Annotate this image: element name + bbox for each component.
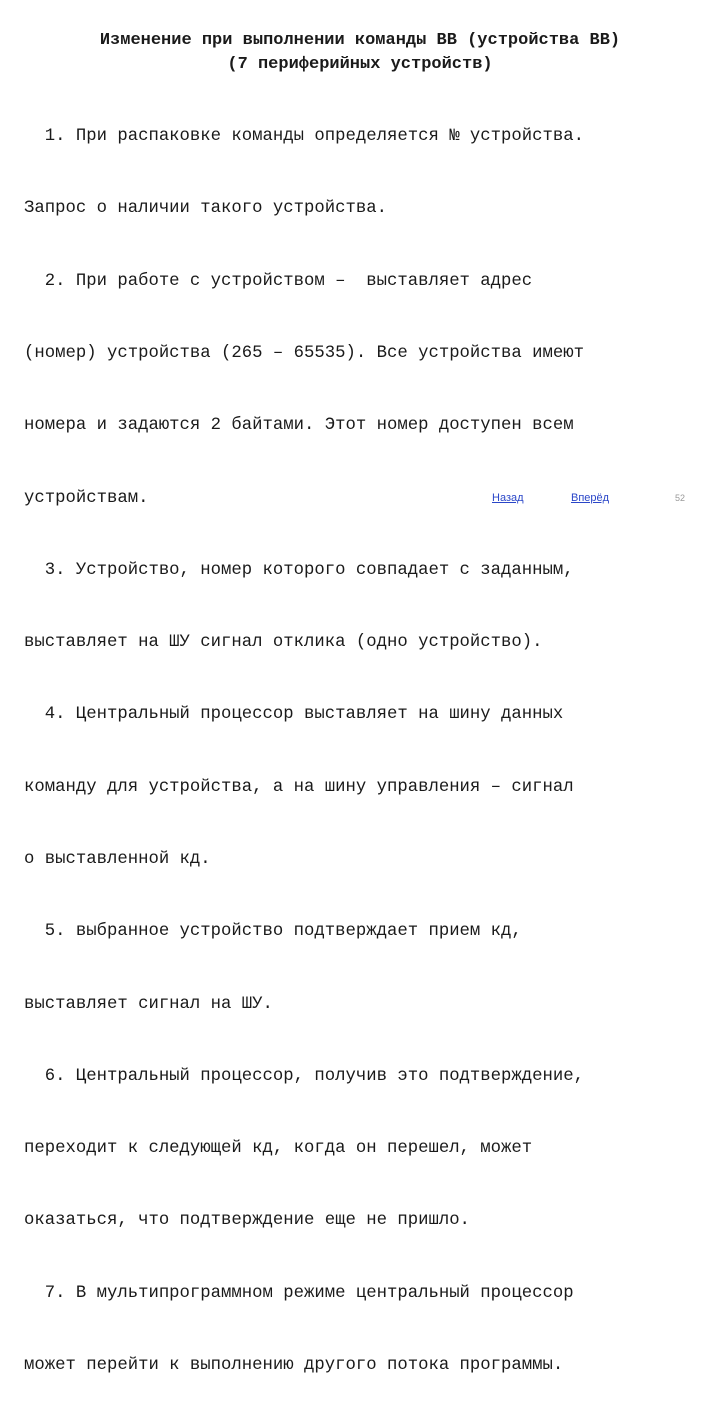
body-line: 3. Устройство, номер которого совпадает с заданным, <box>24 560 574 580</box>
body-line: 4. Центральный процессор выставляет на шину данных <box>24 705 564 725</box>
slide-body <box>24 77 704 1402</box>
body-line: о выставленной кд. <box>24 850 211 869</box>
body-line: номера и задаются 2 байтами. Этот номер доступен всем <box>24 416 574 436</box>
body-line: переходит к следующей кд, когда он перешел, может <box>24 1139 533 1159</box>
body-line: может перейти к выполнению другого потока программы. <box>24 1355 564 1375</box>
body-line: 2. При работе с устройством – выставляет адрес <box>24 271 533 291</box>
slide-title-line-1: Изменение при выполнении команды ВВ (устройства ВВ) <box>99 31 621 50</box>
body-line: выставляет на ШУ сигнал отклика (одно устройство). <box>24 633 543 653</box>
next-link[interactable]: Вперёд <box>571 492 610 504</box>
body-line: 1. При распаковке команды определяется № устройства. <box>24 127 585 147</box>
body-line: 6. Центральный процессор, получив это подтверждение, <box>24 1066 585 1086</box>
body-line: устройствам. <box>24 488 149 508</box>
body-line: оказаться, что подтверждение еще не пришло. <box>24 1211 470 1231</box>
body-line: (номер) устройства (265 – 65535). Все устройства имеют <box>24 344 585 364</box>
slide-title-line-2: (7 периферийных устройств) <box>227 55 493 74</box>
body-line: Запрос о наличии такого устройства. <box>24 199 387 219</box>
back-link[interactable]: Назад <box>492 492 524 504</box>
page-number: 52 <box>675 493 686 503</box>
body-line: 5. выбранное устройство подтверждает прием кд, <box>24 922 522 942</box>
body-line: команду для устройства, а на шину управления – сигнал <box>24 777 574 797</box>
body-line: выставляет сигнал на ШУ. <box>24 994 273 1014</box>
body-line: 7. В мультипрограммном режиме центральный процессор <box>24 1283 574 1303</box>
